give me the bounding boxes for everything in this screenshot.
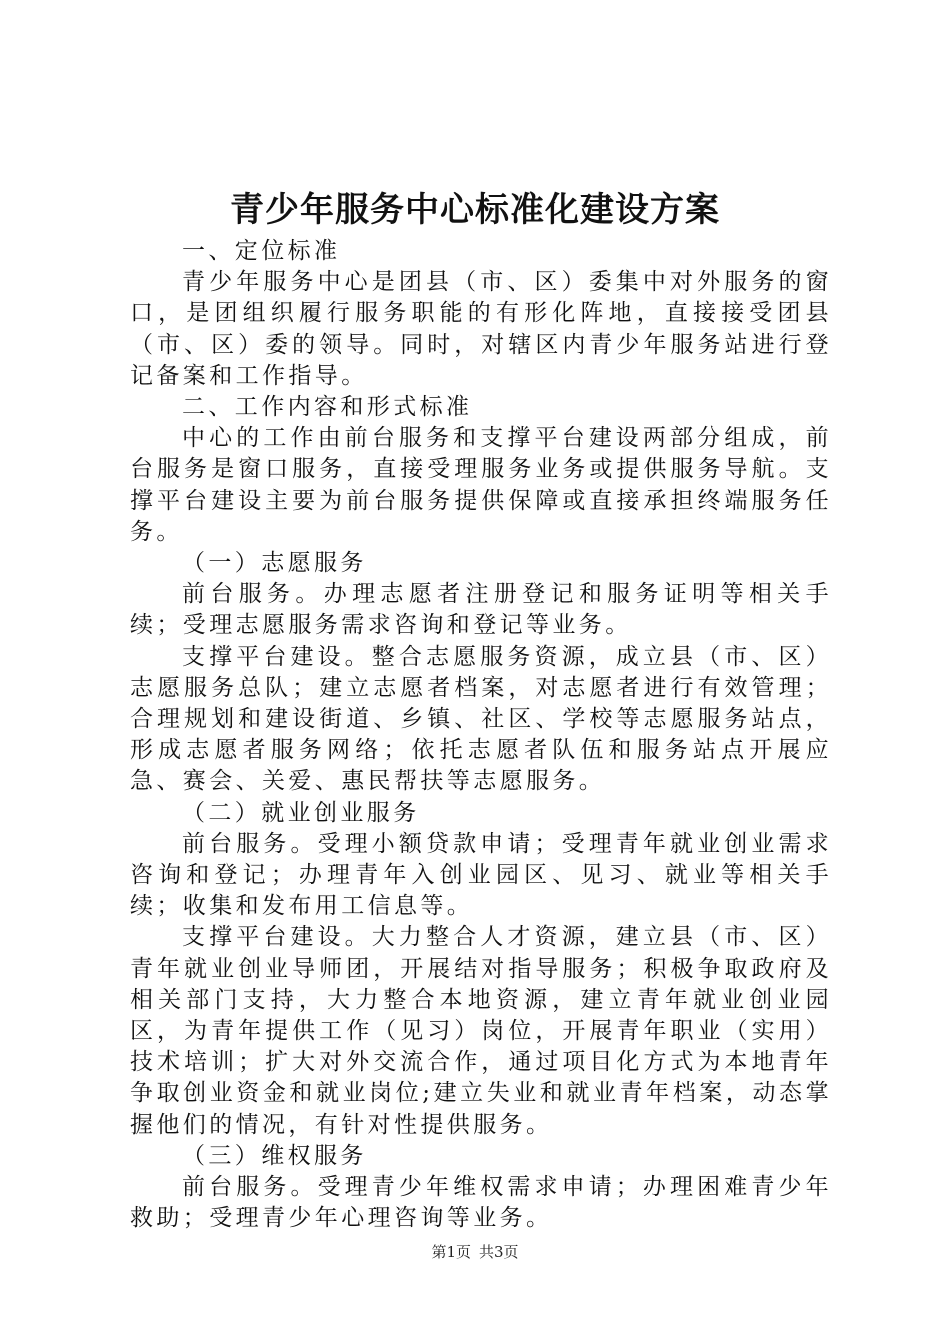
paragraph: 支撑平台建设。整合志愿服务资源，成立县（市、区）志愿服务总队；建立志愿者档案，对志愿者进行有效管理；合理规划和建设街道、乡镇、社区、学校等志愿服务站点，形成志愿者服务网络；依托志愿者队伍和服务站点开展应急、赛会、关爱、惠民帮扶等志愿服务。 xyxy=(130,643,832,795)
page-total: 共3页 xyxy=(479,1243,519,1261)
page-number: 第1页 xyxy=(431,1243,471,1261)
paragraph: 支撑平台建设。大力整合人才资源，建立县（市、区）青年就业创业导师团，开展结对指导服务；积极争取政府及相关部门支持，大力整合本地资源，建立青年就业创业园区，为青年提供工作（见习）岗位，开展青年职业（实用）技术培训；扩大对外交流合作，通过项目化方式为本地青年争取创业资金和就业岗位;建立失业和就业青年档案，动态掌握他们的情况，有针对性提供服务。 xyxy=(130,924,832,1138)
paragraph: 前台服务。受理青少年维权需求申请；办理困难青少年救助；受理青少年心理咨询等业务。 xyxy=(130,1174,832,1232)
subsection-heading: （一）志愿服务 xyxy=(182,550,367,577)
subsection-heading: （三）维权服务 xyxy=(182,1142,367,1169)
document-title: 青少年服务中心标准化建设方案 xyxy=(230,190,720,230)
paragraph: 前台服务。办理志愿者注册登记和服务证明等相关手续；受理志愿服务需求咨询和登记等业务。 xyxy=(130,581,832,639)
subsection-heading: （二）就业创业服务 xyxy=(182,799,420,826)
page-footer xyxy=(0,1241,950,1263)
section-heading: 二、工作内容和形式标准 xyxy=(182,394,473,421)
section-heading: 一、定位标准 xyxy=(182,238,341,264)
paragraph: 中心的工作由前台服务和支撑平台建设两部分组成，前台服务是窗口服务，直接受理服务业务或提供服务导航。支撑平台建设主要为前台服务提供保障或直接承担终端服务任务。 xyxy=(130,425,832,545)
paragraph: 前台服务。受理小额贷款申请；受理青年就业创业需求咨询和登记；办理青年入创业园区、见习、就业等相关手续；收集和发布用工信息等。 xyxy=(130,830,832,920)
document-body xyxy=(130,236,832,1235)
paragraph: 青少年服务中心是团县（市、区）委集中对外服务的窗口，是团组织履行服务职能的有形化阵地，直接接受团县（市、区）委的领导。同时，对辖区内青少年服务站进行登记备案和工作指导。 xyxy=(130,269,832,389)
